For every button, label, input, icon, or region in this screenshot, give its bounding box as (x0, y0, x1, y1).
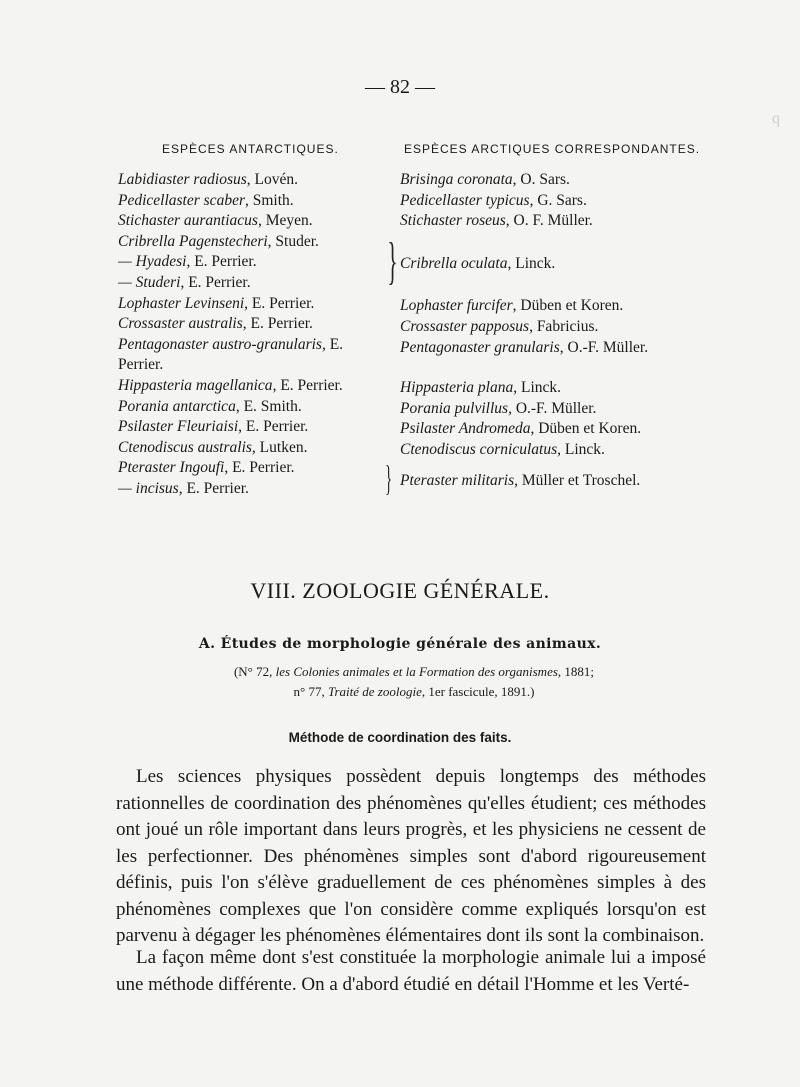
species-row: Brisinga coronata, O. Sars. (400, 171, 570, 188)
species-row: Porania antarctica, E. Smith. (118, 397, 302, 415)
species-row: Labidiaster radiosus, Lovén. (118, 171, 298, 188)
species-row: Pteraster militaris, Müller et Troschel. (400, 471, 641, 489)
brace-cribrella: } (387, 233, 398, 290)
species-row: Pentagonaster granularis, O.-F. Müller. (400, 338, 649, 356)
species-row: Cribrella Pagenstecheri, Studer. (118, 232, 319, 250)
method-title: Méthode de coordination des faits. (288, 730, 512, 745)
species-row: Crossaster papposus, Fabricius. (400, 317, 599, 335)
brace-pteraster: } (385, 458, 393, 498)
species-row: Ctenodiscus corniculatus, Linck. (400, 440, 605, 458)
species-row: — incisus, E. Perrier. (118, 479, 249, 497)
paragraph: Les sciences physiques possèdent depuis longtemps des méthodes rationnelles de coordination des phénomènes qu'elles étudient; ces méthodes ont joué un rôle important dans leurs progrès, et les physiciens ne cessent de les perfectionner. Des phénomènes simples sont d'abord rigoureusement définis, puis l'on s'élève graduellement de ces phénomènes simples à des phénomènes complexes que l'on considère comme expliqués lorsqu'on est parvenu à dégager les phénomènes élémentaires dont ils sont la combinaison. (116, 766, 706, 946)
antarctic-column-header: ESPÈCES ANTARCTIQUES. (162, 142, 339, 156)
species-row: Lophaster furcifer, Düben et Koren. (400, 297, 624, 315)
species-row: Porania pulvillus, O.-F. Müller. (400, 399, 597, 417)
arctic-column-header: ESPÈCES ARCTIQUES CORRESPONDANTES. (404, 142, 701, 156)
species-row: Ctenodiscus australis, Lutken. (118, 438, 308, 456)
citation: (N° 72, les Colonies animales et la Formation des organismes, 1881; n° 77, Traité de zoologie, 1er fascicule, 1891.) (233, 664, 595, 699)
species-row: Hippasteria plana, Linck. (400, 379, 562, 397)
species-row: Stichaster aurantiacus, Meyen. (118, 212, 313, 230)
species-row: Pteraster Ingoufi, E. Perrier. (118, 459, 295, 477)
species-row: Psilaster Andromeda, Düben et Koren. (400, 420, 642, 438)
species-row: Cribrella oculata, Linck. (400, 254, 556, 272)
species-row: Lophaster Levinseni, E. Perrier. (118, 294, 315, 312)
species-row: Crossaster australis, E. Perrier. (118, 315, 313, 333)
species-row: Stichaster roseus, O. F. Müller. (400, 212, 593, 230)
species-row: Psilaster Fleuriaisi, E. Perrier. (118, 418, 309, 436)
page-number: — 82 — (365, 76, 435, 98)
species-row: Hippasteria magellanica, E. Perrier. (118, 376, 343, 394)
bleed-through-mark: q (772, 110, 780, 127)
species-row: Pedicellaster scaber, Smith. (118, 191, 294, 209)
species-row: — Studeri, E. Perrier. (118, 273, 251, 291)
species-row: Pedicellaster typicus, G. Sars. (400, 191, 587, 209)
antarctic-species-list (118, 170, 380, 500)
species-row: Pentagonaster austro-granularis, E. Perrier. (118, 335, 344, 374)
arctic-species-list (400, 170, 700, 491)
section-title: VIII. ZOOLOGIE GÉNÉRALE. (250, 578, 550, 603)
subsection-title: A. Études de morphologie générale des animaux. (198, 636, 602, 652)
species-row: — Hyadesi, E. Perrier. (118, 253, 257, 271)
paragraph: La façon même dont s'est constituée la morphologie animale lui a imposé une méthode différente. On a d'abord étudié en détail l'Homme et les Verté- (116, 947, 706, 995)
